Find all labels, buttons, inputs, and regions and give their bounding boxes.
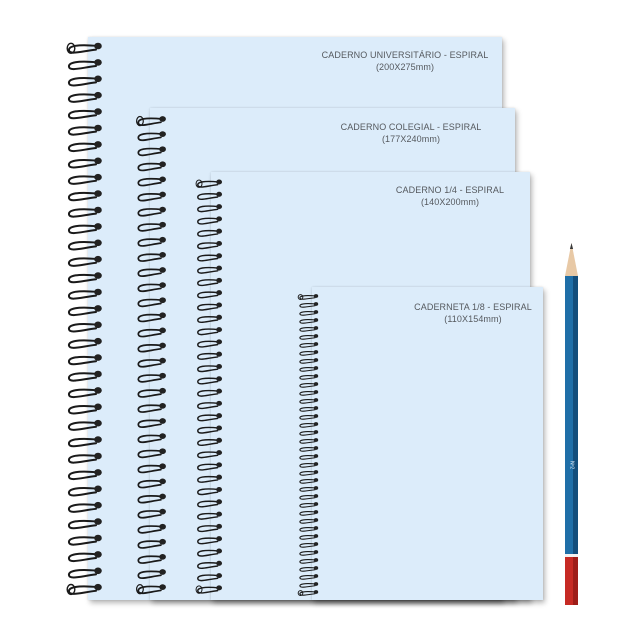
notebook-size: (177X240mm) (381, 134, 441, 144)
spiral-binding-icon (134, 113, 172, 610)
spiral-binding-icon (194, 176, 228, 608)
spiral-binding-icon (297, 290, 324, 608)
spiral-binding-icon (64, 40, 108, 612)
notebook-label (340, 184, 560, 208)
notebook-title: CADERNO UNIVERSITÁRIO - ESPIRAL (321, 50, 489, 60)
notebook-size: (140X200mm) (420, 197, 480, 207)
svg-text:Nº2: Nº2 (568, 461, 575, 470)
notebook-size: (200X275mm) (375, 62, 435, 72)
notebook-label (295, 49, 515, 73)
notebook-title: CADERNO 1/4 - ESPIRAL (395, 185, 505, 195)
pencil-icon (563, 243, 580, 609)
notebook-label (301, 121, 521, 145)
notebook-title: CADERNETA 1/8 - ESPIRAL (414, 302, 532, 312)
notebook-cover (312, 287, 543, 600)
notebook-label (363, 301, 583, 325)
notebook-size: (110X154mm) (444, 314, 502, 324)
notebook-title: CADERNO COLEGIAL - ESPIRAL (340, 122, 482, 132)
